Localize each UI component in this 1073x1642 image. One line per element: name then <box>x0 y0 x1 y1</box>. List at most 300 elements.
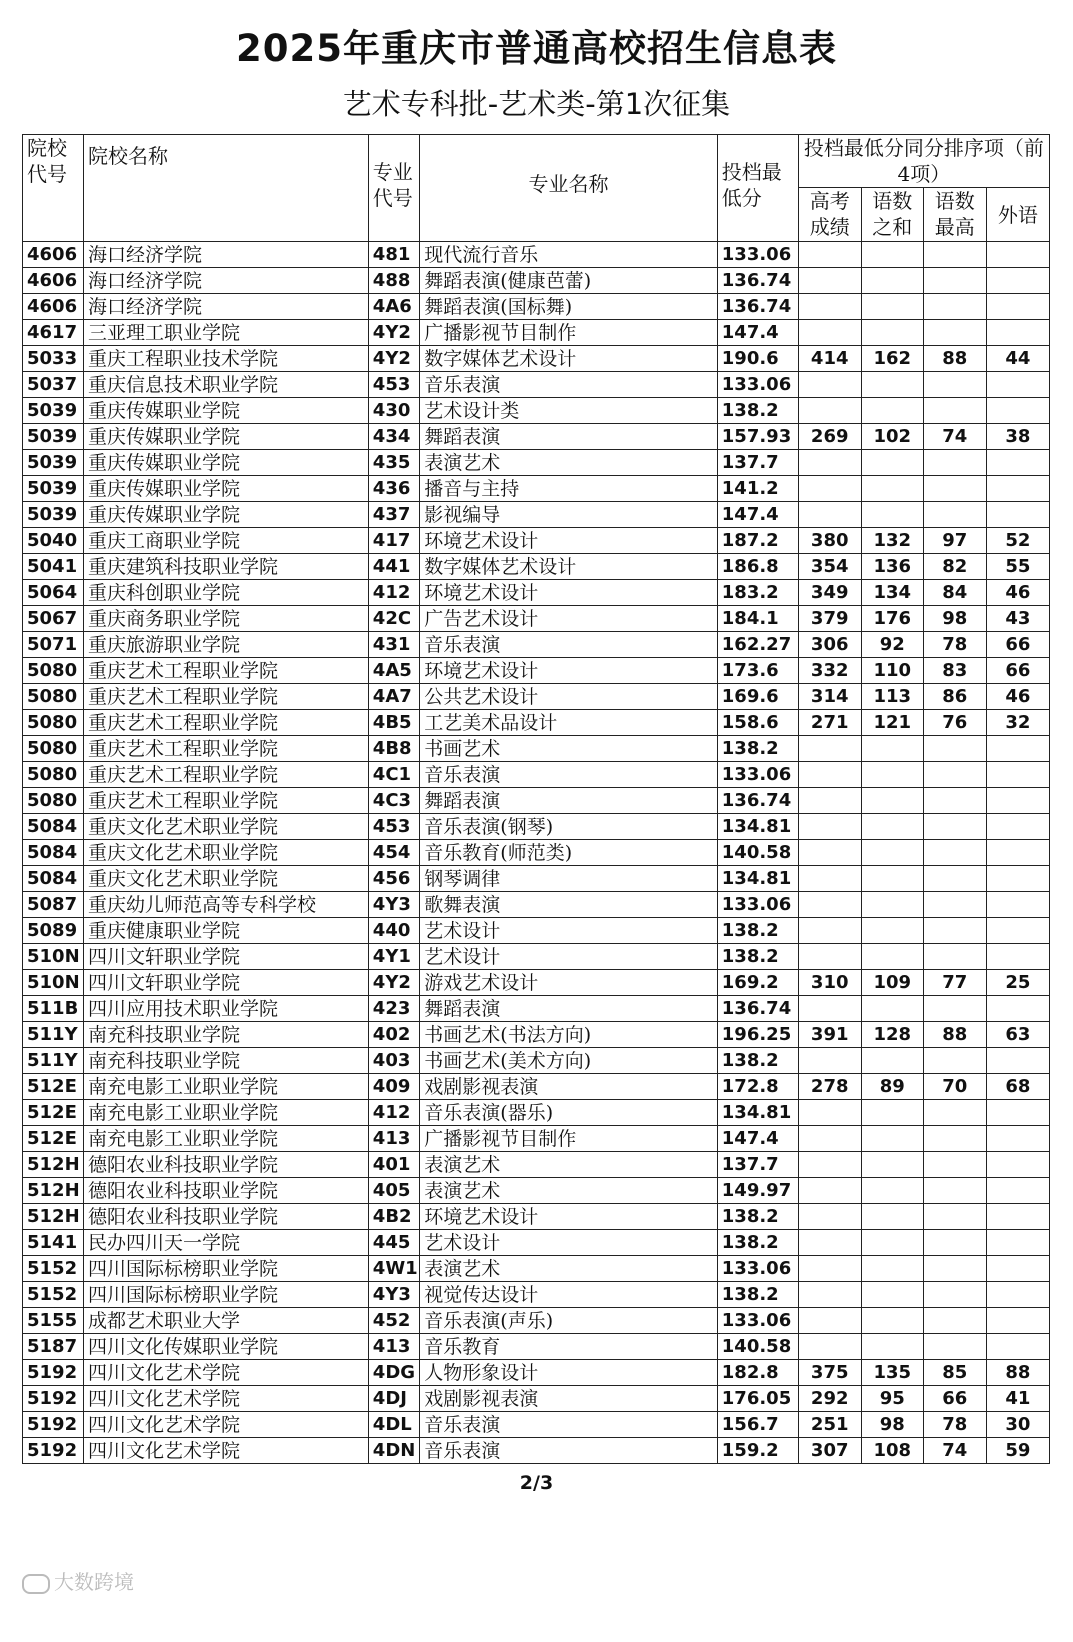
cell-foreign <box>986 1230 1049 1256</box>
cell-school-code: 5080 <box>23 788 84 814</box>
table-row <box>23 606 1050 632</box>
cell-foreign: 32 <box>986 710 1049 736</box>
cell-school-name: 重庆文化艺术职业学院 <box>83 840 368 866</box>
cell-gaokao <box>798 242 861 268</box>
cell-major-name: 舞蹈表演(国标舞) <box>420 294 717 320</box>
cell-yushu-max: 98 <box>923 606 986 632</box>
cell-school-name: 重庆文化艺术职业学院 <box>83 866 368 892</box>
cell-min-score: 138.2 <box>717 1204 798 1230</box>
cell-yushu-sum <box>861 1230 923 1256</box>
cell-gaokao <box>798 1126 861 1152</box>
cell-major-name: 音乐表演 <box>420 1438 717 1464</box>
cell-gaokao <box>798 502 861 528</box>
cell-major-name: 人物形象设计 <box>420 1360 717 1386</box>
table-body <box>23 242 1050 1464</box>
table-row <box>23 1256 1050 1282</box>
table-row <box>23 346 1050 372</box>
cell-major-code: 4DG <box>368 1360 420 1386</box>
table-row <box>23 684 1050 710</box>
cell-school-code: 512E <box>23 1100 84 1126</box>
cell-yushu-sum: 95 <box>861 1386 923 1412</box>
table-row <box>23 918 1050 944</box>
cell-school-name: 海口经济学院 <box>83 294 368 320</box>
cell-yushu-max: 78 <box>923 632 986 658</box>
cell-foreign: 66 <box>986 632 1049 658</box>
cell-foreign: 38 <box>986 424 1049 450</box>
cell-school-code: 5041 <box>23 554 84 580</box>
cell-foreign <box>986 1152 1049 1178</box>
cell-major-code: 4C1 <box>368 762 420 788</box>
cell-foreign <box>986 476 1049 502</box>
cell-major-name: 公共艺术设计 <box>420 684 717 710</box>
cell-min-score: 133.06 <box>717 892 798 918</box>
cell-major-name: 音乐表演(器乐) <box>420 1100 717 1126</box>
cell-major-code: 423 <box>368 996 420 1022</box>
cell-yushu-sum <box>861 1048 923 1074</box>
cell-foreign <box>986 814 1049 840</box>
cell-min-score: 186.8 <box>717 554 798 580</box>
table-row <box>23 294 1050 320</box>
cell-yushu-sum: 136 <box>861 554 923 580</box>
cell-foreign <box>986 1282 1049 1308</box>
cell-yushu-sum: 108 <box>861 1438 923 1464</box>
cell-yushu-max <box>923 814 986 840</box>
cell-yushu-max <box>923 1256 986 1282</box>
cell-gaokao <box>798 840 861 866</box>
cell-school-code: 510N <box>23 970 84 996</box>
cell-yushu-max <box>923 1204 986 1230</box>
cell-major-name: 影视编导 <box>420 502 717 528</box>
cell-gaokao <box>798 372 861 398</box>
cell-major-code: 440 <box>368 918 420 944</box>
cell-yushu-max <box>923 1048 986 1074</box>
cell-min-score: 136.74 <box>717 294 798 320</box>
cell-foreign <box>986 268 1049 294</box>
cell-school-name: 四川文化艺术学院 <box>83 1412 368 1438</box>
cell-min-score: 133.06 <box>717 372 798 398</box>
cell-yushu-sum <box>861 1100 923 1126</box>
cell-min-score: 176.05 <box>717 1386 798 1412</box>
cell-school-name: 重庆科创职业学院 <box>83 580 368 606</box>
cell-school-name: 重庆传媒职业学院 <box>83 424 368 450</box>
cell-yushu-sum <box>861 1334 923 1360</box>
cell-school-name: 南充科技职业学院 <box>83 1022 368 1048</box>
cell-yushu-sum: 132 <box>861 528 923 554</box>
cell-school-name: 重庆艺术工程职业学院 <box>83 788 368 814</box>
cell-yushu-max <box>923 762 986 788</box>
header-school-code: 院校代号 <box>23 135 84 242</box>
header-min-score: 投档最低分 <box>717 135 798 242</box>
cell-foreign: 41 <box>986 1386 1049 1412</box>
cell-gaokao: 332 <box>798 658 861 684</box>
cell-yushu-sum <box>861 736 923 762</box>
cell-major-code: 4A5 <box>368 658 420 684</box>
cell-gaokao <box>798 1152 861 1178</box>
table-row <box>23 632 1050 658</box>
cell-school-code: 5064 <box>23 580 84 606</box>
cell-major-name: 歌舞表演 <box>420 892 717 918</box>
cell-yushu-sum <box>861 866 923 892</box>
cell-school-name: 南充科技职业学院 <box>83 1048 368 1074</box>
cell-foreign <box>986 398 1049 424</box>
cell-major-code: 401 <box>368 1152 420 1178</box>
cell-yushu-max: 82 <box>923 554 986 580</box>
table-row <box>23 580 1050 606</box>
cell-major-code: 4B2 <box>368 1204 420 1230</box>
cell-school-name: 重庆传媒职业学院 <box>83 450 368 476</box>
cell-major-code: 403 <box>368 1048 420 1074</box>
cell-yushu-sum <box>861 502 923 528</box>
cell-school-name: 重庆传媒职业学院 <box>83 476 368 502</box>
cell-min-score: 134.81 <box>717 866 798 892</box>
cell-yushu-sum: 176 <box>861 606 923 632</box>
cell-school-name: 重庆传媒职业学院 <box>83 398 368 424</box>
table-row <box>23 1386 1050 1412</box>
cell-major-code: 437 <box>368 502 420 528</box>
cell-yushu-max <box>923 944 986 970</box>
table-row <box>23 1022 1050 1048</box>
cell-school-code: 4606 <box>23 268 84 294</box>
cell-major-name: 艺术设计类 <box>420 398 717 424</box>
cell-min-score: 138.2 <box>717 1282 798 1308</box>
cell-yushu-max: 74 <box>923 424 986 450</box>
cell-gaokao <box>798 788 861 814</box>
cell-school-code: 5080 <box>23 684 84 710</box>
cell-yushu-max <box>923 242 986 268</box>
cell-gaokao <box>798 1048 861 1074</box>
header-foreign: 外语 <box>986 188 1049 242</box>
cell-school-code: 5033 <box>23 346 84 372</box>
header-yushu-sum: 语数之和 <box>861 188 923 242</box>
table-row <box>23 398 1050 424</box>
cell-yushu-sum <box>861 1256 923 1282</box>
cell-school-code: 512E <box>23 1074 84 1100</box>
table-row <box>23 450 1050 476</box>
cell-major-code: 4B5 <box>368 710 420 736</box>
cell-yushu-sum: 113 <box>861 684 923 710</box>
cell-school-name: 重庆艺术工程职业学院 <box>83 684 368 710</box>
cell-major-name: 环境艺术设计 <box>420 658 717 684</box>
cell-school-code: 5080 <box>23 710 84 736</box>
cell-gaokao: 269 <box>798 424 861 450</box>
cell-major-name: 书画艺术(书法方向) <box>420 1022 717 1048</box>
header-gaokao: 高考成绩 <box>798 188 861 242</box>
cell-major-name: 表演艺术 <box>420 1256 717 1282</box>
cell-foreign: 30 <box>986 1412 1049 1438</box>
cell-foreign <box>986 840 1049 866</box>
cell-yushu-sum: 134 <box>861 580 923 606</box>
cell-min-score: 138.2 <box>717 1230 798 1256</box>
cell-school-code: 5080 <box>23 736 84 762</box>
cell-gaokao <box>798 1204 861 1230</box>
cell-school-code: 5039 <box>23 502 84 528</box>
cell-gaokao <box>798 398 861 424</box>
cell-school-code: 511Y <box>23 1048 84 1074</box>
cell-major-code: 4Y2 <box>368 320 420 346</box>
watermark-logo-icon <box>22 1574 50 1594</box>
cell-major-code: 4Y1 <box>368 944 420 970</box>
cell-school-name: 南充电影工业职业学院 <box>83 1100 368 1126</box>
cell-school-name: 重庆工商职业学院 <box>83 528 368 554</box>
table-row <box>23 502 1050 528</box>
cell-gaokao <box>798 814 861 840</box>
table-row <box>23 268 1050 294</box>
table-row <box>23 1230 1050 1256</box>
cell-yushu-max: 85 <box>923 1360 986 1386</box>
page-subtitle: 艺术专科批-艺术类-第1次征集 <box>342 87 731 121</box>
cell-major-name: 音乐表演 <box>420 372 717 398</box>
cell-major-name: 艺术设计 <box>420 918 717 944</box>
cell-school-code: 5187 <box>23 1334 84 1360</box>
cell-major-code: 436 <box>368 476 420 502</box>
cell-gaokao <box>798 320 861 346</box>
cell-school-code: 511Y <box>23 1022 84 1048</box>
cell-school-code: 512H <box>23 1178 84 1204</box>
cell-yushu-max <box>923 268 986 294</box>
cell-yushu-sum <box>861 1152 923 1178</box>
cell-school-code: 4606 <box>23 242 84 268</box>
cell-yushu-sum <box>861 398 923 424</box>
cell-major-code: 435 <box>368 450 420 476</box>
cell-major-name: 环境艺术设计 <box>420 528 717 554</box>
cell-yushu-sum <box>861 294 923 320</box>
cell-min-score: 133.06 <box>717 1256 798 1282</box>
cell-yushu-sum: 92 <box>861 632 923 658</box>
cell-yushu-max <box>923 1282 986 1308</box>
cell-yushu-sum <box>861 1308 923 1334</box>
cell-school-name: 南充电影工业职业学院 <box>83 1074 368 1100</box>
cell-school-name: 民办四川天一学院 <box>83 1230 368 1256</box>
cell-gaokao: 310 <box>798 970 861 996</box>
cell-major-name: 书画艺术(美术方向) <box>420 1048 717 1074</box>
cell-foreign: 52 <box>986 528 1049 554</box>
cell-major-code: 488 <box>368 268 420 294</box>
cell-school-name: 重庆文化艺术职业学院 <box>83 814 368 840</box>
cell-yushu-max <box>923 1126 986 1152</box>
cell-school-code: 5084 <box>23 814 84 840</box>
cell-min-score: 159.2 <box>717 1438 798 1464</box>
cell-school-name: 重庆商务职业学院 <box>83 606 368 632</box>
cell-yushu-sum: 109 <box>861 970 923 996</box>
cell-major-code: 417 <box>368 528 420 554</box>
cell-yushu-max <box>923 1178 986 1204</box>
cell-yushu-sum <box>861 268 923 294</box>
cell-major-name: 音乐表演 <box>420 1412 717 1438</box>
cell-foreign: 59 <box>986 1438 1049 1464</box>
cell-major-name: 表演艺术 <box>420 450 717 476</box>
cell-school-name: 重庆传媒职业学院 <box>83 502 368 528</box>
cell-min-score: 149.97 <box>717 1178 798 1204</box>
cell-min-score: 173.6 <box>717 658 798 684</box>
watermark <box>22 1566 134 1595</box>
cell-min-score: 182.8 <box>717 1360 798 1386</box>
cell-major-code: 4Y2 <box>368 346 420 372</box>
cell-foreign <box>986 450 1049 476</box>
cell-yushu-max: 70 <box>923 1074 986 1100</box>
cell-yushu-max: 88 <box>923 346 986 372</box>
cell-major-name: 艺术设计 <box>420 944 717 970</box>
cell-school-code: 5192 <box>23 1438 84 1464</box>
cell-min-score: 184.1 <box>717 606 798 632</box>
cell-yushu-max <box>923 1100 986 1126</box>
cell-yushu-max <box>923 918 986 944</box>
cell-gaokao: 307 <box>798 1438 861 1464</box>
cell-school-code: 5192 <box>23 1412 84 1438</box>
cell-major-name: 表演艺术 <box>420 1178 717 1204</box>
cell-school-name: 四川文化艺术学院 <box>83 1438 368 1464</box>
cell-min-score: 156.7 <box>717 1412 798 1438</box>
table-row <box>23 554 1050 580</box>
cell-min-score: 157.93 <box>717 424 798 450</box>
cell-school-code: 5039 <box>23 424 84 450</box>
cell-major-code: 4Y2 <box>368 970 420 996</box>
header-yushu-max: 语数最高 <box>923 188 986 242</box>
cell-school-code: 5080 <box>23 658 84 684</box>
cell-school-name: 四川国际标榜职业学院 <box>83 1282 368 1308</box>
cell-yushu-sum <box>861 1126 923 1152</box>
table-row <box>23 788 1050 814</box>
cell-foreign <box>986 502 1049 528</box>
cell-school-name: 成都艺术职业大学 <box>83 1308 368 1334</box>
cell-min-score: 133.06 <box>717 762 798 788</box>
cell-gaokao: 278 <box>798 1074 861 1100</box>
cell-school-code: 5039 <box>23 450 84 476</box>
cell-major-name: 表演艺术 <box>420 1152 717 1178</box>
cell-school-name: 重庆信息技术职业学院 <box>83 372 368 398</box>
cell-gaokao <box>798 736 861 762</box>
table-row <box>23 242 1050 268</box>
cell-major-code: 4C3 <box>368 788 420 814</box>
cell-school-name: 重庆艺术工程职业学院 <box>83 762 368 788</box>
cell-min-score: 147.4 <box>717 502 798 528</box>
cell-school-name: 重庆旅游职业学院 <box>83 632 368 658</box>
cell-school-name: 四川文轩职业学院 <box>83 944 368 970</box>
cell-foreign <box>986 1204 1049 1230</box>
cell-foreign <box>986 320 1049 346</box>
cell-major-name: 音乐表演 <box>420 632 717 658</box>
cell-school-name: 德阳农业科技职业学院 <box>83 1204 368 1230</box>
cell-major-name: 广告艺术设计 <box>420 606 717 632</box>
cell-foreign <box>986 1308 1049 1334</box>
cell-foreign <box>986 1178 1049 1204</box>
cell-major-code: 412 <box>368 580 420 606</box>
table-row <box>23 970 1050 996</box>
cell-school-code: 5087 <box>23 892 84 918</box>
table-row <box>23 320 1050 346</box>
cell-gaokao <box>798 268 861 294</box>
cell-gaokao <box>798 1256 861 1282</box>
cell-school-name: 三亚理工职业学院 <box>83 320 368 346</box>
cell-yushu-max <box>923 1334 986 1360</box>
table-row <box>23 658 1050 684</box>
table-row <box>23 424 1050 450</box>
cell-school-code: 4617 <box>23 320 84 346</box>
cell-yushu-max: 97 <box>923 528 986 554</box>
watermark-text: 大数跨境 <box>54 1570 134 1594</box>
cell-yushu-max: 84 <box>923 580 986 606</box>
cell-foreign <box>986 944 1049 970</box>
cell-yushu-max: 78 <box>923 1412 986 1438</box>
cell-min-score: 136.74 <box>717 788 798 814</box>
table-row <box>23 892 1050 918</box>
cell-school-code: 512H <box>23 1152 84 1178</box>
cell-gaokao <box>798 1334 861 1360</box>
cell-foreign <box>986 918 1049 944</box>
cell-gaokao <box>798 996 861 1022</box>
cell-yushu-max <box>923 398 986 424</box>
table-row <box>23 996 1050 1022</box>
cell-major-name: 数字媒体艺术设计 <box>420 554 717 580</box>
table-row <box>23 1360 1050 1386</box>
cell-yushu-sum <box>861 320 923 346</box>
cell-major-code: 4A7 <box>368 684 420 710</box>
cell-yushu-max: 88 <box>923 1022 986 1048</box>
cell-major-code: 402 <box>368 1022 420 1048</box>
cell-major-name: 舞蹈表演(健康芭蕾) <box>420 268 717 294</box>
cell-major-code: 430 <box>368 398 420 424</box>
cell-min-score: 183.2 <box>717 580 798 606</box>
cell-min-score: 190.6 <box>717 346 798 372</box>
cell-gaokao <box>798 1100 861 1126</box>
cell-min-score: 169.6 <box>717 684 798 710</box>
cell-foreign <box>986 294 1049 320</box>
cell-min-score: 141.2 <box>717 476 798 502</box>
cell-school-name: 重庆幼儿师范高等专科学校 <box>83 892 368 918</box>
cell-min-score: 158.6 <box>717 710 798 736</box>
cell-major-name: 现代流行音乐 <box>420 242 717 268</box>
cell-school-code: 510N <box>23 944 84 970</box>
table-row <box>23 1412 1050 1438</box>
cell-foreign: 68 <box>986 1074 1049 1100</box>
cell-school-name: 四川应用技术职业学院 <box>83 996 368 1022</box>
cell-min-score: 133.06 <box>717 242 798 268</box>
cell-school-name: 四川文化艺术学院 <box>83 1360 368 1386</box>
cell-major-name: 艺术设计 <box>420 1230 717 1256</box>
cell-yushu-max <box>923 996 986 1022</box>
cell-major-name: 环境艺术设计 <box>420 1204 717 1230</box>
cell-major-code: 4DL <box>368 1412 420 1438</box>
table-row <box>23 1282 1050 1308</box>
cell-school-name: 重庆健康职业学院 <box>83 918 368 944</box>
cell-yushu-max <box>923 788 986 814</box>
cell-gaokao: 349 <box>798 580 861 606</box>
cell-gaokao: 375 <box>798 1360 861 1386</box>
cell-yushu-max: 76 <box>923 710 986 736</box>
cell-min-score: 147.4 <box>717 1126 798 1152</box>
table-row <box>23 1334 1050 1360</box>
cell-yushu-sum <box>861 918 923 944</box>
cell-foreign <box>986 1126 1049 1152</box>
cell-school-name: 海口经济学院 <box>83 268 368 294</box>
cell-yushu-max: 83 <box>923 658 986 684</box>
cell-major-code: 42C <box>368 606 420 632</box>
table-row <box>23 1204 1050 1230</box>
cell-school-code: 5080 <box>23 762 84 788</box>
cell-school-name: 南充电影工业职业学院 <box>83 1126 368 1152</box>
cell-major-code: 4Y3 <box>368 1282 420 1308</box>
cell-school-name: 重庆艺术工程职业学院 <box>83 710 368 736</box>
cell-foreign: 46 <box>986 580 1049 606</box>
cell-school-code: 5152 <box>23 1256 84 1282</box>
cell-min-score: 172.8 <box>717 1074 798 1100</box>
table-row <box>23 1438 1050 1464</box>
page-title: 2025年重庆市普通高校招生信息表 <box>236 27 837 70</box>
cell-foreign <box>986 762 1049 788</box>
cell-yushu-sum <box>861 1204 923 1230</box>
cell-major-name: 工艺美术品设计 <box>420 710 717 736</box>
cell-major-name: 音乐表演(钢琴) <box>420 814 717 840</box>
cell-gaokao: 306 <box>798 632 861 658</box>
